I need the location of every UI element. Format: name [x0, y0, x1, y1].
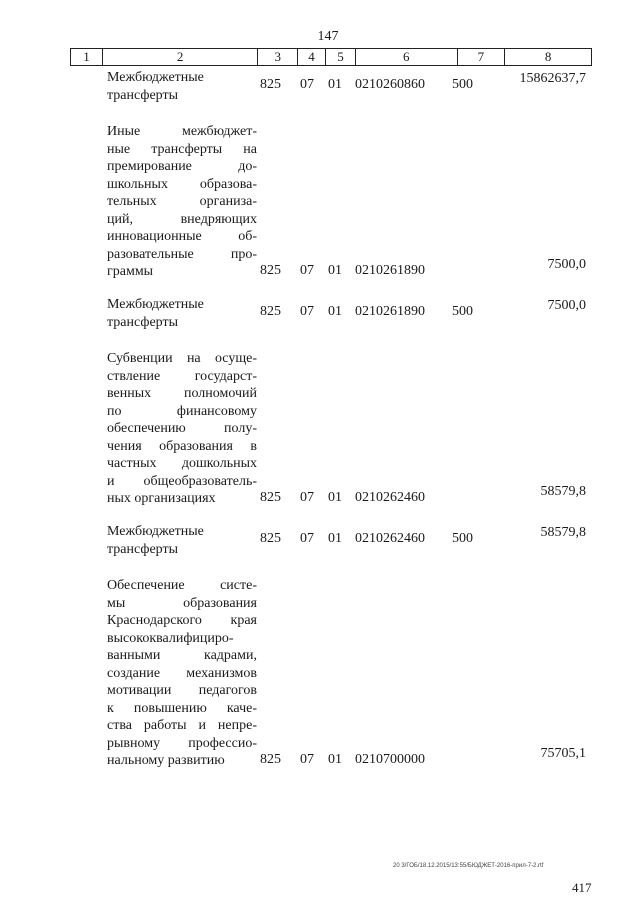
row-name-line: рывному профессио- [107, 735, 257, 751]
column-header-4: 4 [298, 49, 326, 65]
row-name-line: ствление государст- [107, 368, 257, 384]
cell-amount: 15862637,7 [519, 71, 586, 86]
page-number-top: 147 [317, 29, 339, 44]
cell-amount: 7500,0 [547, 257, 586, 272]
cell-amount: 75705,1 [540, 746, 586, 761]
cell-subsection: 01 [328, 490, 342, 505]
row-name-line: мотивации педагогов [107, 683, 257, 698]
cell-expense-type: 500 [452, 531, 473, 546]
cell-admin: 825 [260, 77, 281, 92]
cell-section: 07 [300, 752, 314, 767]
row-name-line: Субвенции на осуще- [107, 351, 257, 366]
row-name-line: ные трансферты на [107, 141, 257, 157]
footer-file-note: 20 3/ГОБ/18.12.2015/13:55/БЮДЖЕТ-2016-прил-7-2.rtf [393, 863, 544, 869]
cell-amount: 58579,8 [540, 484, 586, 499]
cell-section: 07 [300, 77, 314, 92]
row-name-line: тельных организа- [107, 194, 257, 209]
cell-subsection: 01 [328, 304, 342, 319]
cell-section: 07 [300, 531, 314, 546]
row-name-line: мы образования [107, 595, 257, 611]
row-name-line: чения образования в [107, 438, 257, 454]
row-name-line: инновационные об- [107, 229, 257, 244]
row-name-line: разовательные про- [107, 246, 257, 262]
cell-subsection: 01 [328, 77, 342, 92]
row-name-line: трансферты [107, 541, 179, 557]
row-name [107, 350, 257, 508]
cell-expense-type: 500 [452, 304, 473, 319]
row-name-line: Краснодарского края [107, 613, 257, 628]
row-name [107, 123, 257, 281]
row-name-line: высококвалифициро- [107, 630, 234, 646]
cell-admin: 825 [260, 304, 281, 319]
row-name-line: ций, внедряющих [107, 211, 257, 227]
cell-target: 0210261890 [355, 263, 425, 278]
cell-section: 07 [300, 490, 314, 505]
row-name-line: и общеобразователь- [107, 473, 257, 489]
row-name-line: Обеспечение систе- [107, 578, 257, 593]
cell-target: 0210262460 [355, 531, 425, 546]
row-name-line: трансферты [107, 87, 179, 103]
column-header-6: 6 [356, 49, 458, 65]
row-name-line: Иные межбюджет- [107, 124, 257, 139]
column-header-3: 3 [258, 49, 298, 65]
column-header-5: 5 [326, 49, 356, 65]
cell-admin: 825 [260, 263, 281, 278]
page-number-bottom: 417 [572, 880, 592, 895]
column-header-8: 8 [544, 49, 552, 64]
cell-amount: 58579,8 [540, 525, 586, 540]
cell-amount: 7500,0 [547, 298, 586, 313]
cell-admin: 825 [260, 752, 281, 767]
cell-section: 07 [300, 263, 314, 278]
cell-admin: 825 [260, 490, 281, 505]
column-header-row [70, 48, 592, 66]
cell-target: 0210700000 [355, 752, 425, 767]
row-name [107, 69, 257, 104]
row-name-line: Межбюджетные [107, 297, 204, 312]
row-name-line: премирование до- [107, 159, 257, 174]
row-name-line: создание механизмов [107, 665, 257, 681]
column-header-1: 1 [71, 49, 103, 65]
row-name-line: нальному развитию [107, 753, 225, 768]
cell-subsection: 01 [328, 752, 342, 767]
cell-subsection: 01 [328, 263, 342, 278]
row-name-line: частных дошкольных [107, 456, 257, 471]
cell-target: 0210261890 [355, 304, 425, 319]
row-name-line: Межбюджетные [107, 524, 204, 539]
row-name [107, 523, 257, 558]
row-name-line: трансферты [107, 314, 179, 330]
cell-subsection: 01 [328, 531, 342, 546]
row-name-line: обеспечению полу- [107, 421, 257, 436]
cell-section: 07 [300, 304, 314, 319]
column-header-2: 2 [103, 49, 258, 65]
column-header-7: 7 [458, 49, 506, 65]
row-name-line: ства работы и непре- [107, 718, 257, 733]
row-name-line: ных организациях [107, 491, 216, 506]
row-name [107, 296, 257, 331]
cell-admin: 825 [260, 531, 281, 546]
row-name-line: школьных образова- [107, 176, 257, 192]
row-name-line: по финансовому [107, 403, 257, 419]
row-name [107, 577, 257, 770]
row-name-line: граммы [107, 264, 154, 279]
cell-expense-type: 500 [452, 77, 473, 92]
row-name-line: Межбюджетные [107, 70, 204, 85]
cell-target: 0210262460 [355, 490, 425, 505]
row-name-line: ванными кадрами, [107, 648, 257, 663]
row-name-line: к повышению каче- [107, 700, 257, 716]
cell-target: 0210260860 [355, 77, 425, 92]
row-name-line: венных полномочий [107, 386, 257, 401]
